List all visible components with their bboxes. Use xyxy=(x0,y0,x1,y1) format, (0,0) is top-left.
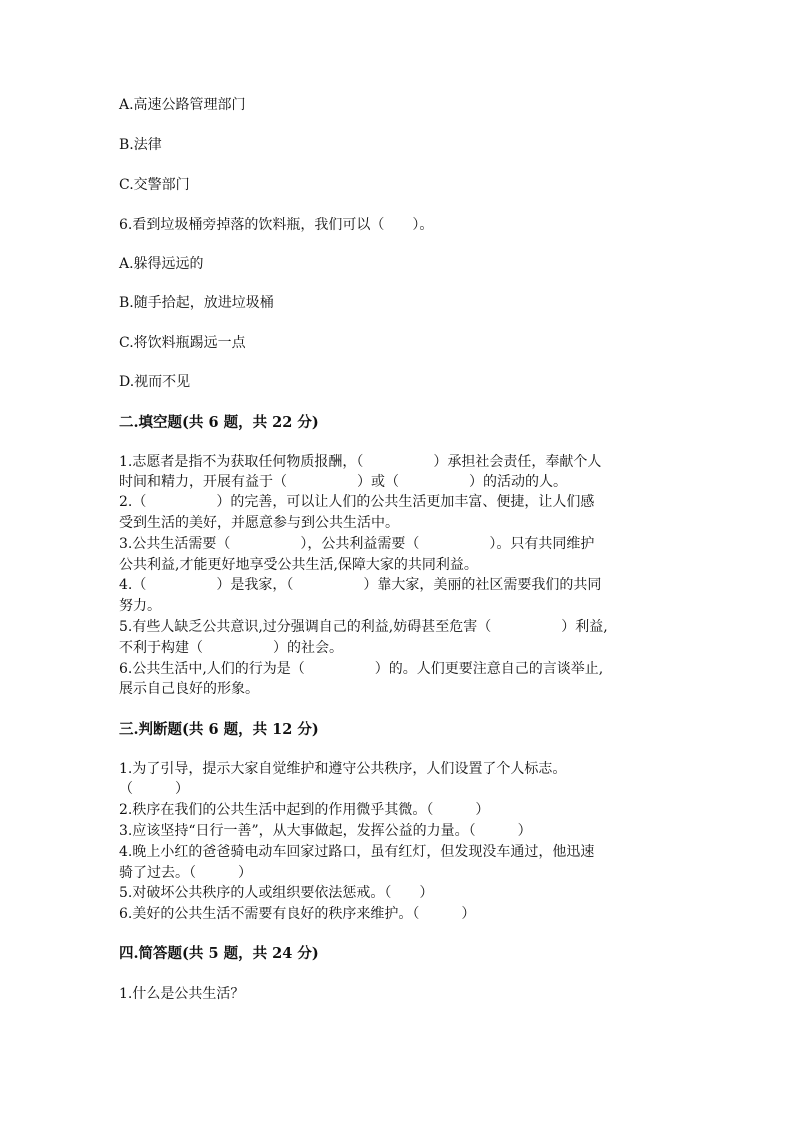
section3-title: 三.判断题(共 6 题，共 12 分) xyxy=(119,721,319,738)
section4-title: 四.简答题(共 5 题，共 24 分) xyxy=(119,945,319,962)
section2-line: 努力。 xyxy=(119,598,161,614)
section2-line: 时间和精力，开展有益于（ ）或（ ）的活动的人。 xyxy=(119,474,567,490)
section2-line: 5.有些人缺乏公共意识,过分强调自己的利益,妨碍甚至危害（ ）利益, xyxy=(119,619,608,635)
section2-line: 1.志愿者是指不为获取任何物质报酬，（ ）承担社会责任，奉献个人 xyxy=(119,454,602,470)
section3-line: 4.晚上小红的爸爸骑电动车回家过路口，虽有红灯，但发现没车通过，他迅速 xyxy=(119,844,595,860)
section4-q1: 1.什么是公共生活？ xyxy=(119,986,245,1002)
section3-line: 骑了过去。（ ） xyxy=(119,865,252,881)
q6-option-b: B.随手拾起，放进垃圾桶 xyxy=(119,295,274,311)
section3-line: 3.应该坚持“日行一善”，从大事做起，发挥公益的力量。（ ） xyxy=(119,823,532,839)
section3-line: 1.为了引导，提示大家自觉维护和遵守公共秩序，人们设置了个人标志。 xyxy=(119,761,567,777)
section3-line: （ ） xyxy=(119,781,189,797)
section2-line: 6.公共生活中,人们的行为是（ ）的。人们更要注意自己的言谈举止, xyxy=(119,661,604,677)
section2-title: 二.填空题(共 6 题，共 22 分) xyxy=(119,414,319,431)
q5-option-a: A.高速公路管理部门 xyxy=(119,97,246,113)
section2-line: 不利于构建（ ）的社会。 xyxy=(119,640,343,656)
section3-line: 5.对破坏公共秩序的人或组织要依法惩戒。（ ） xyxy=(119,885,434,901)
section2-line: 4.（ ）是我家，（ ）靠大家，美丽的社区需要我们的共同 xyxy=(119,577,602,593)
section2-line: 展示自己良好的形象。 xyxy=(119,681,259,697)
q6-option-a: A.躲得远远的 xyxy=(119,256,204,272)
section2-line: 3.公共生活需要（ ），公共利益需要（ ）。只有共同维护 xyxy=(119,536,595,552)
section2-line: 公共利益,才能更好地享受公共生活,保障大家的共同利益。 xyxy=(119,557,478,573)
section2-line: 受到生活的美好，并愿意参与到公共生活中。 xyxy=(119,515,399,531)
q6-option-c: C.将饮料瓶踢远一点 xyxy=(119,335,246,351)
section3-line: 2.秩序在我们的公共生活中起到的作用微乎其微。（ ） xyxy=(119,802,490,818)
q6-option-d: D.视而不见 xyxy=(119,374,191,390)
section3-line: 6.美好的公共生活不需要有良好的秩序来维护。（ ） xyxy=(119,906,476,922)
q5-option-b: B.法律 xyxy=(119,137,162,153)
section2-line: 2.（ ）的完善，可以让人们的公共生活更加丰富、便捷，让人们感 xyxy=(119,494,595,510)
q6-stem: 6.看到垃圾桶旁掉落的饮料瓶，我们可以（ ）。 xyxy=(119,217,434,233)
q5-option-c: C.交警部门 xyxy=(119,177,190,193)
